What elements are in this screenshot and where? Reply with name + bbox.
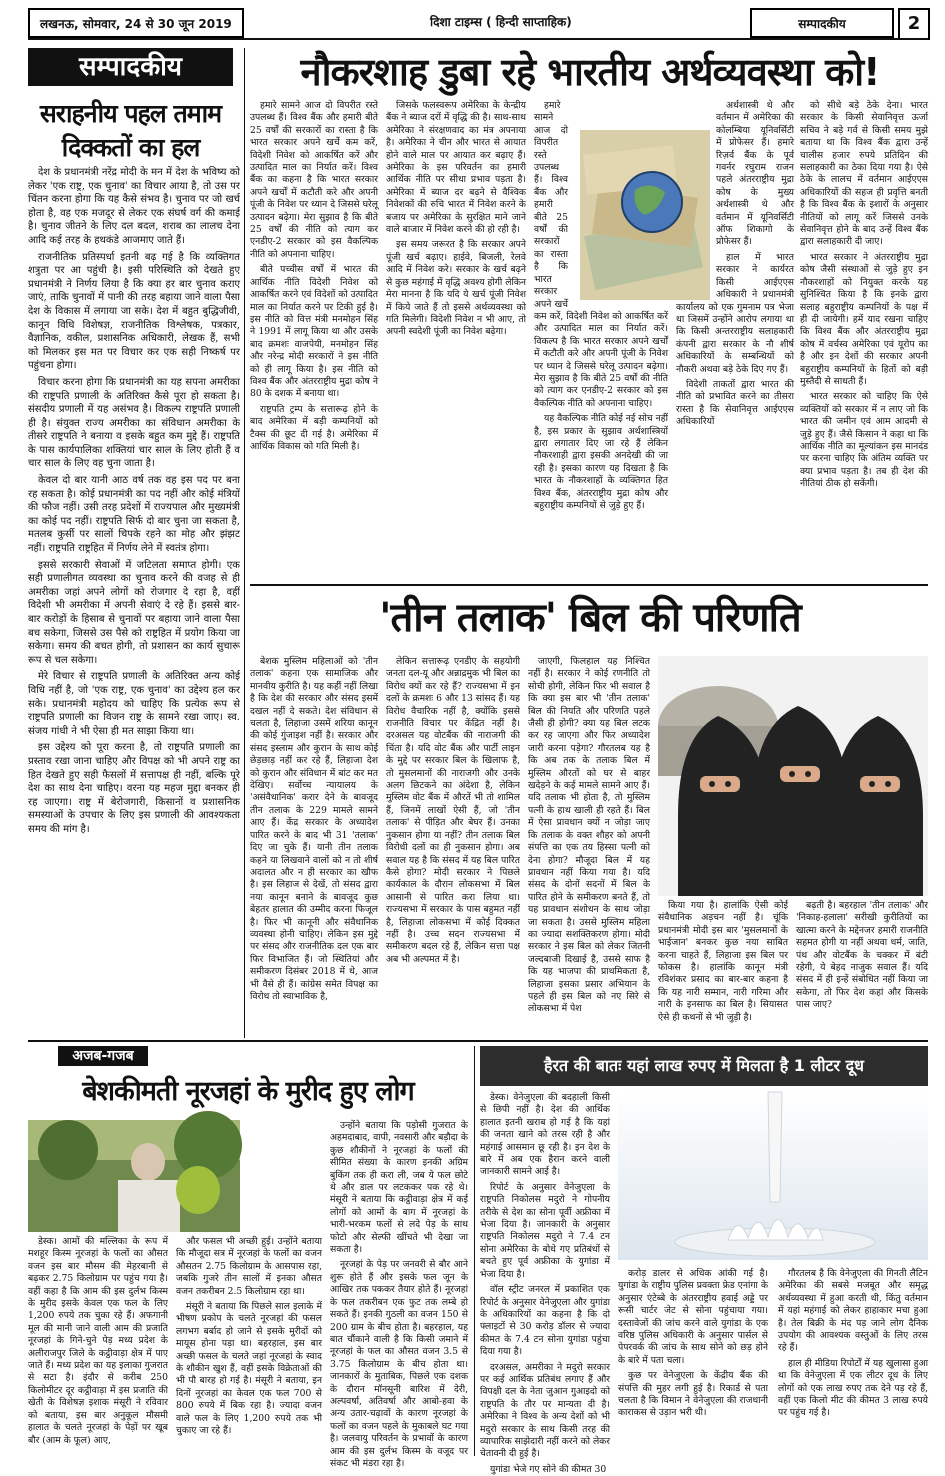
- lead-bottom-rule: [250, 584, 928, 586]
- lead-paragraph: राष्ट्रपति ट्रम्प के सत्तारूढ़ होने के बाद अमेरिका में बड़ी कम्पनियों को टैक्स की छूट दी गई है। अमेरिका में आर्थिक विकास को गति मिली है।: [250, 403, 378, 452]
- milk-paragraph: कुछ पर वेनेजुएला के केंद्रीय बैंक की संपत्ति की मुहर लगी हुई है। रिकार्ड से पता चलता है कि विमान ने वेनेजुएला की राजधानी काराकस से उड़ान भरी थी।: [618, 1370, 768, 1419]
- lead-paragraph: विदेशी ताकतों द्वारा भारत की नीति को प्रभावित करने का तीसरा रास्ता है कि सेवानिवृत्त आईएएस अधिकारियों: [676, 378, 794, 428]
- ajab-column-2: [176, 1236, 322, 1456]
- talaq-column-5: [796, 900, 928, 1038]
- lead-paragraph: को सीधे बड़े ठेके देना। भारत सरकार के किसी सेवानिवृत्त ऊर्जा सचिव ने बड़े गर्व से किसी समय मुझे बताया था कि विश्व बैंक द्वारा उन्हें चालीस हजार रुपये प्रतिदिन की सलाहकारी का ठेका दिया गया है। ऐसे ठेके के लालच में वर्तमान आईएएस अधिकारियों की सहज ही प्रवृत्ति बनती है कि विश्व बैंक के इशारों के अनुसार नीतियों को लागू करें जिससे उनके सेवानिवृत्त होने के बाद उन्हें विश्व बैंक द्वारा सलाहकारी दी जाए।: [800, 100, 928, 248]
- header-rule: [28, 38, 928, 40]
- lead-paragraph: इस समय जरूरत है कि सरकार अपने पूंजी खर्च बढ़ाए। हाईवे, बिजली, रेलवे आदि में निवेश करे। सरकार के खर्च बढ़ने से कुछ महंगाई में वृद्धि अवश्य होगी लेकिन मेरा मानना है कि यदि ये खर्च पूंजी निवेश में किये जाते हैं तो इससे अर्थव्यवस्था को गति मिलेगी। विदेशी निवेश न भी आए, तो अपनी स्वदेशी पूंजी का निवेश बढ़ेगा।: [386, 239, 526, 338]
- ajab-column-3: [330, 1120, 468, 1469]
- lead-paragraph: जिसके फलस्वरूप अमेरिका के केन्द्रीय बैंक ने ब्याज दरों में वृद्धि की है। साथ-साथ अमेरिका ने संरक्षणवाद का मंत्र अपनाया है। अमेरिका ने चीन और भारत से आयात होने वाले माल पर आयात कर बढ़ाए हैं। अमेरिका के इस परिवर्तन का हमारी आर्थिक नीति पर सीधा प्रभाव पड़ता है। अमेरिका में ब्याज दर बढ़ने से वैश्विक निवेशकों की रुचि भारत में निवेश करने के बजाय पर अमेरिका के सुरक्षित माने जाने वाले बाजार में निवेश करने की हो रही है।: [386, 100, 526, 236]
- lead-paragraph: हमारे सामने आज दो विपरीत रस्ते उपलब्ध हैं। विश्व बैंक और हमारी बीते 25 वर्षों की सरकारों का रास्ता है कि भारत सरकार अपने खर्चे कम करें, विदेशी निवेश को आकर्षित करें और उत्पादित माल का निर्यात करें। विश्व बैंक का कहना है कि भारत सरकार अपने खर्चों में कटौती करे और अपनी पूंजी के निवेश पर ध्यान दे जिससे घरेलू उत्पादन बढ़ेगा। मेरा सुझाव है कि बीते 25 वर्षों की नीति को त्याग कर एनडीए-2 सरकार को इस वैकल्पिक नीति को अपनाना चाहिए।: [250, 100, 378, 260]
- editorial-section-label: सम्पादकीय: [28, 48, 233, 86]
- milk-paragraph: हाल ही मीडिया रिपोर्टों में यह खुलासा हुआ था कि वेनेजुएला में एक लीटर दूध के लिए लोगों को एक लाख रुपए तक देने पड़ रहे हैं, वहीं एक किलो मीट की कीमत 3 लाख रुपये पर पहुंच गई है।: [778, 1357, 928, 1419]
- talaq-column-3: [528, 656, 650, 1038]
- editorial-divider: [244, 48, 245, 1038]
- mango-farmer-image: [28, 1120, 240, 1232]
- lead-column-3: [534, 100, 668, 580]
- milk-paragraph: करोड़ डालर से अधिक आंकी गई है। युगांडा के राष्ट्रीय पुलिस प्रवक्ता फ्रेड एनांगा के अनुसार एंटेब्बे के अंतरराष्ट्रीय हवाई अड्डे पर रूसी चार्टर जेट से सोना पहुंचाया गया। दस्तावेजों की जांच करने वाले युगांडा के एक वरिष्ठ पुलिस अधिकारी के अनुसार पार्सल से पेपरवर्क की जांच के साथ सोने को छड़ होने के बारे में पता चला।: [618, 1268, 768, 1366]
- talaq-column-2: [386, 656, 520, 1038]
- lead-column-5: [800, 100, 928, 580]
- ajab-label: अजब-गजब: [58, 1046, 148, 1066]
- image-float-space: [676, 100, 716, 300]
- middle-rule: [28, 1040, 928, 1042]
- lead-paragraph: यह वैकल्पिक नीति कोई नई सोच नहीं है, इस प्रकार के सुझाव अर्थशास्त्रियों द्वारा लगातार दिए जा रहे हैं लेकिन नौकरशाही द्वारा इसकी अनदेखी की जा रही है। इसका कारण यह दिखता है कि भारत के नौकरशाहों के व्यक्तिगत हित विश्व बैंक, अंतरराष्ट्रीय मुद्रा कोष और बहुराष्ट्रीय कम्पनियों से जुड़े हुए हैं।: [534, 413, 668, 511]
- editorial-body: [28, 166, 240, 1038]
- milk-paragraph: युगांडा भेजे गए सोने की कीमत 30: [490, 1463, 607, 1475]
- talaq-paragraph: जाएगी, फिलहाल यह निश्चित नहीं है। सरकार ने कोई रणनीति तो सोची होगी, लेकिन फिर भी सवाल है कि क्या इस बार भी 'तीन तलाक' बिल की नियति और परिणति पहले जैसी ही होगी? क्या यह बिल लटक कर रह जाएगा और फिर अध्यादेश जारी करना पड़ेगा? गौरतलब यह है कि अब तक के तलाक बिल में मुस्लिम औरतों को घर से बाहर खदेड़ने के कई मामले सामने आए हैं। यदि तलाक भी होता है, तो मुस्लिम पत्नी के हाथ खाली ही रहते हैं। बिल में ऐसा प्रावधान क्यों न जोड़ा जाए कि तलाक के वक्त शौहर को अपनी संपत्ति का एक तय हिस्सा पत्नी को देना होगा? मौजूदा बिल में यह प्रावधान नहीं किया गया है। यदि संसद के दोनों सदनों में बिल के पारित होने के समीकरण बनते हैं, तो यह प्रावधान संशोधन के साथ जोड़ा जा सकता है। उससे मुस्लिम महिला का ज्यादा सशक्तिकरण होगा। मोदी सरकार ने इस बिल को लेकर जितनी जल्दबाजी दिखाई है, उससे साफ है कि यह भाजपा की प्राथमिकता है, लिहाजा इसका प्रसार अभियान के पहले ही इस बिल को नए सिरे से लोकसभा में पेश: [528, 656, 650, 1015]
- milk-column-1: [480, 1092, 610, 1475]
- editorial-paragraph: राजनीतिक प्रतिस्पर्धा इतनी बढ़ गई है कि व्यक्तिगत शत्रुता पर आ पहुंची है। इसी परिस्थिति को देखते हुए प्रधानमंत्री ने निर्णय लिया है कि क्या हर बार चुनाव कराए जाएं, ताकि चुनावों में पानी की तरह बहाया जाने वाला पैसा देश के विकास में लगाया जा सके। देश में बहुत बुद्धिजीवी, कानून विधि विशेषज्ञ, राजनीतिक विश्लेषक, पत्रकार, वैज्ञानिक, वकील, प्रशासनिक अधिकारी, लेखक हैं, सभी को मिलकर इस मत पर विचार कर एक सही निष्कर्ष पर पहुंचना होगा।: [28, 251, 240, 372]
- editorial-paragraph: विचार करना होगा कि प्रधानमंत्री का यह सपना अमरीका की राष्ट्रपति प्रणाली के अतिरिक्त कैसे पूरा हो सकता है। संसदीय प्रणाली में यह असंभव है। विकल्प राष्ट्रपति प्रणाली ही है। संयुक्त राज्य अमरीका का संविधान अमरीका के तीसरे राष्ट्रपति ने बनाया व इसके बहुत कम मुद्दे हैं। राष्ट्रपति के पास कार्यपालिका शक्तियां चार साल के लिए होती हैं व चार साल के लिए वह चुना जाता है।: [28, 376, 240, 470]
- paper-name: दिशा टाइम्स ( हिन्दी साप्ताहिक): [430, 14, 572, 29]
- talaq-paragraph: किया गया है। हालांकि ऐसी कोई संवैधानिक अड़चन नहीं है। चूंकि प्रधानमंत्री मोदी इस बार 'मुसलमानों के भाईजान' बनकर कुछ नया साबित करना चाहते हैं, लिहाजा इस बिल पर फोकस है। हालांकि कानून मंत्री रविशंकर प्रसाद का बार-बार कहना है कि यह नारी सम्मान, नारी गरिमा और नारी के इनसाफ का बिल है। सियासत ऐसे ही कथनों से भी जुड़ी है।: [658, 900, 788, 1023]
- talaq-headline: 'तीन तलाक' बिल की परिणति: [379, 595, 801, 641]
- talaq-column-1: [250, 656, 378, 1038]
- editorial-paragraph: देश के प्रधानमंत्री नरेंद्र मोदी के मन में देश के भविष्य को लेकर 'एक राष्ट्र, एक चुनाव' का विचार आया है, तो उस पर चिंतन करना होगा कि यह कैसे संभव है। चुनाव पर जो खर्च होता है, वह एक मजदूर से लेकर एक संघर्ष वर्ग की कमाई है। चुनाव जीतने के लिए दल बदल, शराब का लालच देना आदि कई तरह के हथकंडे आजमाए जाते हैं।: [28, 167, 240, 246]
- editorial-paragraph: केवल दो बार यानी आठ वर्ष तक वह इस पद पर बना रह सकता है। कोई प्रधानमंत्री का पद नहीं और कोई मंत्रियों की फौज नहीं। उसी तरह प्रदेशों में राज्यपाल और मुख्यमंत्री का कोई पद नहीं। राष्ट्रपति सिर्फ दो बार चुना जा सकता है, मतलब कुर्सी पर सालों चिपके रहने का मोह और झंझट नहीं। राष्ट्रपति राष्ट्रहित में निर्णय लेने में स्वतंत्र होगा।: [28, 475, 240, 555]
- lead-paragraph: भारत सरकार को चाहिए कि ऐसे व्यक्तियों को सरकार में न लाए जो कि भारत की जमीन एवं आम आदमी से जुड़े हुए हैं। जैसे किसान ने कहा था कि आर्थिक नीति का मूल्यांकन इस मानदंड पर करना चाहिए कि अंतिम व्यक्ति पर क्या प्रभाव पड़ता है। तब ही देश की नीतियां ठीक हो सकेंगी।: [800, 391, 928, 490]
- lead-column-1: [250, 100, 378, 580]
- milk-paragraph: गौरतलब है कि वेनेजुएला की गिनती लैटिन अमेरिका की सबसे मजबूत और समृद्ध अर्थव्यवस्था में हुआ करती थी, किंतु वर्तमान में यहां महंगाई को लेकर हाहाकार मचा हुआ है। तेल बिक्री के मंद पड़ जाने लोग दैनिक उपयोग की आवश्यक वस्तुओं के लिए तरस रहे हैं।: [778, 1268, 928, 1354]
- lead-column-2: [386, 100, 526, 580]
- lead-paragraph: अर्थशास्त्री थे और वर्तमान में अमेरिका की कोलम्बिया यूनिवर्सिटी में प्रोफेसर हैं। हमारे रिज़र्व बैंक के पूर्व गवर्नर रघुराम राजन पहले अंतरराष्ट्रीय मुद्रा कोष के मुख्य अर्थशास्त्री थे और वर्तमान में यूनिवर्सिटी ऑफ शिकागो के प्रोफेसर हैं।: [716, 100, 794, 248]
- editorial-paragraph: इस उद्देश्य को पूरा करना है, तो राष्ट्रपति प्रणाली का प्रस्ताव रखा जाना चाहिए और विपक्ष को भी अपने राष्ट्र का हित देखते हुए सही फैसलों में सत्तापक्ष ही नहीं, बल्कि पूरे देश का साथ देना चाहिए। वरना यह महज मुद्दा बनकर ही रह जाएगा। राष्ट्र में बेरोजगारी, किसानों व प्रशासनिक समस्याओं के उपचार के लिए इस प्रणाली की आवश्यकता समय की मांग है।: [28, 742, 240, 835]
- ajab-paragraph: डेस्क। आमों की मल्लिका के रूप में मशहूर किस्म नूरजहां के फलों का औसत वजन इस बार मौसम की मेहरबानी से बढ़कर 2.75 किलोग्राम पर पहुंच गया है। वहीं कहा है कि आम की इस दुर्लभ किस्म के मुरीद इसके केवल एक फल के लिए 1,200 रुपये तक चुका रहे हैं। अफगानी मूल की मानी जाने वाली आम की प्रजाति नूरजहां के गिने-चुने पेड़ मध्य प्रदेश के अलीराजपुर जिले के कट्ठीवाड़ा क्षेत्र में पाए जाते हैं। मध्य प्रदेश का यह इलाका गुजरात से सटा है। इंदौर से करीब 250 किलोमीटर दूर कट्ठीवाड़ा में इस प्रजाति की खेती के विशेषज्ञ इशाक मंसूरी ने रविवार को बताया, इस बार अनुकूल मौसमी हालात के चलते नूरजहां के पेड़ों पर खूब बौर (आम के फूल) आए,: [28, 1236, 168, 1446]
- lead-paragraph: बीते पच्चीस वर्षों में भारत की आर्थिक नीति विदेशी निवेश को आकर्षित करने एवं विदेशों को उत्पादित माल का निर्यात करने पर टिकी हुई है। इस नीति को वित्त मंत्री मनमोहन सिंह ने 1991 में लागू किया था और उसके बाद क्रमशः वाजपेयी, मनमोहन सिंह और नरेन्द्र मोदी सरकारों ने इस नीति को ही लागू किया है। इस नीति को विश्व बैंक और अंतरराष्ट्रीय मुद्रा कोष ने 80 के दशक में बनाया था।: [250, 264, 378, 400]
- milk-paragraph: रिपोर्ट के अनुसार वेनेजुएला के राष्ट्रपति निकोलस मदुरो ने गोपनीय तरीके से देश का सोना पूर्वी अफ्रीका में भेजा दिया है। जानकारी के अनुसार राष्ट्रपति निकोलस मदुरो ने 7.4 टन सोना अमेरिका के बोधे गए प्रतिबंधों से बचते हुए पूर्व अफ्रीका के युगांडा में भेजा दिया है।: [480, 1181, 610, 1280]
- editorial-headline-1: सराहनीय पहल तमाम: [39, 99, 222, 128]
- parliament-women-image: [658, 656, 928, 896]
- ajab-paragraph: मंसूरी ने बताया कि पिछले साल इलाके में भीषण प्रकोप के चलते नूरजहां की फसल लगभग बर्बाद हो जाने से इसके मुरीदों को मायूस होना पड़ा था। बहरहाल, इस बार अच्छी फसल के चलते जहां नूरजहां के स्वाद के शौकीन खुश हैं, वहीं इसके विक्रेताओं की भी पौ बारह हो गई है। मंसूरी ने बताया, इन दिनों नूरजहां का केवल एक फल 700 से 800 रुपये में बिक रहा है। ज्यादा वजन वाले फल के लिए 1,200 रुपये तक भी चुकाए जा रहे हैं।: [176, 1301, 322, 1437]
- milk-paragraph: दरअसल, अमरीका ने मदुरो सरकार पर कई आर्थिक प्रतिबंध लगाए हैं और विपक्षी दल के नेता जुआन गुआइदो को राष्ट्रपति के तौर पर मान्यता दी है। अमेरिका ने विश्व के अन्य देशों को भी मदुरो सरकार के साथ किसी तरह की व्यापारिक साझेदारी नहीं करने को लेकर चेतावनी दी हुई है।: [480, 1361, 610, 1460]
- milk-paragraph: डेस्क। वेनेजुएला की बदहाली किसी से छिपी नहीं है। देश की आर्थिक हालात इतनी खराब हो गई है कि यहां की जनता खाने को तरस रही है और महंगाई आसमान छू रही है। इन देश के बारे में अब एक हैरान करने वाली जानकारी सामने आई है।: [480, 1092, 610, 1178]
- editorial-paragraph: मेरे विचार से राष्ट्रपति प्रणाली के अतिरिक्त अन्य कोई विधि नहीं है, जो 'एक राष्ट्र, एक चुनाव' का उद्देश्य हल कर सके। प्रधानमंत्री महोदय को चाहिए कि प्रत्येक रूप से राष्ट्रपति प्रणाली का विजन राष्ट्र के सामने रखा जाए। स्व. संजय गांधी ने भी ऐसा ही मत साझा किया था।: [28, 671, 240, 737]
- milk-splash-image: [618, 1092, 928, 1260]
- lead-headline: नौकरशाह डुबा रहे भारतीय अर्थव्यवस्था को!: [300, 50, 880, 94]
- ajab-headline: बेशकीमती नूरजहां के मुरीद हुए लोग: [82, 1076, 414, 1107]
- ajab-paragraph: और फसल भी अच्छी हुई। उन्होंने बताया कि मौजूदा सत्र में नूरजहां के फलों का वजन औसतन 2.75 किलोग्राम के आसपास रहा, जबकि गुजरे तीन सालों में इनका औसत वजन तकरीबन 2.5 किलोग्राम रहा था।: [176, 1236, 322, 1297]
- image-float-space: [568, 100, 668, 300]
- bottom-divider: [474, 1046, 475, 1456]
- ajab-column-1: [28, 1236, 168, 1456]
- ajab-paragraph: उन्होंने बताया कि पड़ोसी गुजरात के अहमदाबाद, वापी, नवसारी और बड़ौदा के कुछ शौकीनों ने नूरजहां के फलों की सीमित संख्या के कारण इनकी अग्रिम बुकिंग तक ही करा ली, जब ये फल छोटे थे और डाल पर लटककर पक रहे थे। मंसूरी ने बताया कि कट्ठीवाड़ा क्षेत्र में कई लोगों को आमों के बाग में नूरजहां के भारी-भरकम फलों से लदे पेड़ के साथ फोटो और सेल्फी खींचते भी देखा जा सकता है।: [330, 1120, 468, 1256]
- milk-column-2: [618, 1268, 768, 1456]
- milk-paragraph: वॉल स्ट्रीट जनरल में प्रकाशित एक रिपोर्ट के अनुसार वेनेजुएला और युगांडा के अधिकारियों का कहना है कि दो फ्लाइटों से 30 करोड़ डॉलर से ज्यादा कीमत के 7.4 टन सोना युगांडा पहुंचा दिया गया है।: [480, 1284, 610, 1358]
- page-number: 2: [898, 8, 930, 40]
- editorial-headline-2: दिक्कतों का हल: [61, 133, 200, 162]
- talaq-paragraph: बेशक मुस्लिम महिलाओं को 'तीन तलाक' कहना एक सामाजिक और मानवीय कुरीति है। यह कहीं नहीं लिखा है कि देश की सरकार और संसद इसमें दखल नहीं दे सकते। देश संविधान से चलता है, लिहाजा उसमें शरिया कानून की कोई गुंजाइश नहीं है। सरकार और संसद इस्लाम और कुरान के साथ कोई छेड़छाड़ नहीं कर रहे हैं, लिहाजा देश को कुरान और संविधान में बांट कर मत देखिए। सर्वोच्च न्यायालय के 'असंवैधानिक' करार देने के बावजूद तीन तलाक के 229 मामले सामने आए हैं। केंद्र सरकार के अध्यादेश पारित करने के बाद भी 31 'तलाक' दिए जा चुके हैं। यानी तीन तलाक कहने या लिखवाने वालों को न तो शीर्ष अदालत और न ही सरकार का खौफ है। इस लिहाज से देखें, तो संसद द्वारा नया कानून बनाने के बावजूद कुछ बेहतर हालात की उम्मीद करना फिजूल है। फिर भी कानूनी और संवैधानिक व्यवस्था होनी चाहिए। लेकिन इस मुद्दे पर संसद और राजनीतिक दल एक बार फिर विभाजित हैं। जो स्थितियां और समीकरण दिसंबर 2018 में थे, आज भी वैसे ही हैं। कांग्रेस समेत विपक्ष का विरोध तो स्वाभाविक है,: [250, 656, 378, 1002]
- date-line: लखनऊ, सोमवार, 24 से 30 जून 2019: [28, 8, 244, 38]
- lead-paragraph: हाल में भारत सरकार ने कार्यरत किसी आईएएस अधिकारी ने प्रधानमंत्री कार्यालय को एक गुमनाम पत्र भेजा था जिसमें उन्होंने आरोप लगाया था कि किसी अन्तरराष्ट्रीय सलाहकारी कंपनी द्वारा सरकार के नौ शीर्ष अधिकारियों के सम्बन्धियों को नौकरी अथवा बड़े ठेके दिए गए हैं।: [676, 251, 794, 375]
- talaq-paragraph: लेकिन सत्तारूढ़ एनडीए के सहयोगी जनता दल-यू और अन्नाद्रमुक भी बिल का विरोध क्यों कर रहे हैं? राज्यसभा में इन दलों के क्रमशः 6 और 13 सांसद हैं। यह विरोध वैचारिक नहीं है, क्योंकि इससे राजनीति विचार पर केंद्रित नहीं है। दरअसल यह वोटबैंक की नाराजगी की चिंता है। यदि वोट बैंक और पार्टी लाइन के मुद्दे पर सरकार बिल के खिलाफ है, तो मुसलमानों की नाराजगी और उनके अलग छिटकने का अंदेशा है, लेकिन मुस्लिम वोट बैंक में औरतें भी तो शामिल हैं, जिनमें लाखों ऐसी हैं, जो 'तीन तलाक' से पीड़ित और बेघर हैं। उनका नुकसान होगा या नहीं? तीन तलाक बिल विरोधी दलों का ही नुकसान होगा। अब सवाल यह है कि संसद में यह बिल पारित कैसे होगा? मोदी सरकार ने पिछले कार्यकाल के दौरान लोकसभा में बिल आसानी से पारित करा लिया था। राज्यसभा में सरकार के पास बहुमत नहीं है, लिहाजा लोकसभा में कोई दिक्कत नहीं है। उच्च सदन राज्यसभा में समीकरण बदल रहे हैं, लेकिन सत्ता पक्ष अब भी अल्पमत में है।: [386, 656, 520, 965]
- lead-column-4: [676, 100, 794, 580]
- talaq-paragraph: बढ़ती है। बहरहाल 'तीन तलाक' और 'निकाह-हलाला' सरीखी कुरीतियों का खात्मा करने के मद्देनजर हमारी राजनीति सहमत होगी या नहीं अथवा धर्म, जाति, पंथ और वोटबैंक के चक्कर में बंटी रहेगी, ये बेहद नाजुक सवाल हैं। यदि संसद में ही इन्हें संबोधित नहीं किया जा सकेगा, तो फिर देश कहां और किसके पास जाए?: [796, 900, 928, 1011]
- ajab-paragraph: नूरजहां के पेड़ पर जनवरी से बौर आने शुरू होते हैं और इसके फल जून के आखिर तक पककर तैयार होते हैं। नूरजहां के फल तकरीबन एक फुट तक लम्बे हो सकते हैं। इनकी गुठली का वजन 150 से 200 ग्राम के बीच होता है। बहरहाल, यह बात चौंकाने वाली है कि किसी जमाने में नूरजहां के फल का औसत वजन 3.5 से 3.75 किलोग्राम के बीच होता था। जानकारों के मुताबिक, पिछले एक दशक के दौरान मॉनसूनी बारिश में देरी, अल्पवर्षा, अतिवर्षा और आबो-हवा के अन्य उतार-चढ़ावों के कारण नूरजहां के फलों का वजन पहले के मुकाबले घट गया है। जलवायु परिवर्तन के प्रभावों के कारण आम की इस दुर्लभ किस्म के वजूद पर संकट भी मंडरा रहा है।: [330, 1259, 468, 1469]
- talaq-column-4: [658, 900, 788, 1038]
- milk-column-3: [778, 1268, 928, 1456]
- lead-paragraph: हमारे सामने आज दो विपरीत रस्ते उपलब्ध हैं। विश्व बैंक और हमारी बीते 25 वर्षों की सरकारों का रास्ता है कि भारत सरकार अपने खर्चे कम करें, विदेशी निवेश को आकर्षित करें और उत्पादित माल का निर्यात करें। विकल्प है कि भारत सरकार अपने खर्चों में कटौती करे और अपनी पूंजी के निवेश पर ध्यान दे जिससे घरेलू उत्पादन बढ़ेगा। मेरा सुझाव है कि बीते 25 वर्षों की नीति को त्याग कर एनडीए-2 सरकार को इस वैकल्पिक नीति को अपनाना चाहिए।: [534, 100, 668, 409]
- editorial-paragraph: इससे सरकारी सेवाओं में जटिलता समाप्त होगी। एक सही प्रणालीगत व्यवस्था का चुनाव करने की वजह से ही अमरीका जहां अपने लोगों को रोजगार दे रहा है, वहीं विदेशी भी अमरीका में अपनी सेवाएं दे रहे हैं। इससे बार-बार करोड़ों के हिसाब से चुनावों पर बहाया जाने वाला पैसा बच सकेगा, जिससे उस पैसे को राष्ट्रहित में प्रयोग किया जा सकेगा। समय की बचत होगी, तो प्रशासन का कार्य सुचारू रूप से चल सकेगा।: [28, 559, 240, 666]
- header-bar: [0, 0, 945, 40]
- milk-headline: हैरत की बातः यहां लाख रुपए में मिलता है 1 लीटर दूध: [544, 1056, 864, 1075]
- header-section: सम्पादकीय: [750, 8, 894, 38]
- lead-paragraph: भारत सरकार ने अंतरराष्ट्रीय मुद्रा कोष जैसी संस्थाओं से जुड़े हुए इन नौकरशाहों को नियुक्त करके यह सुनिश्चित किया है कि इनके द्वारा सलाह बहुराष्ट्रीय कम्पनियों के पक्ष में ही दी जायेगी। हमें याद रखना चाहिए कि विश्व बैंक और अंतरराष्ट्रीय मुद्रा कोष में वर्चस्व अमेरिका एवं यूरोप का है और इन देशों की सरकार अपनी बहुराष्ट्रीय कम्पनियों के हितों को बड़ी मुस्तैदी से साधती हैं।: [800, 251, 928, 387]
